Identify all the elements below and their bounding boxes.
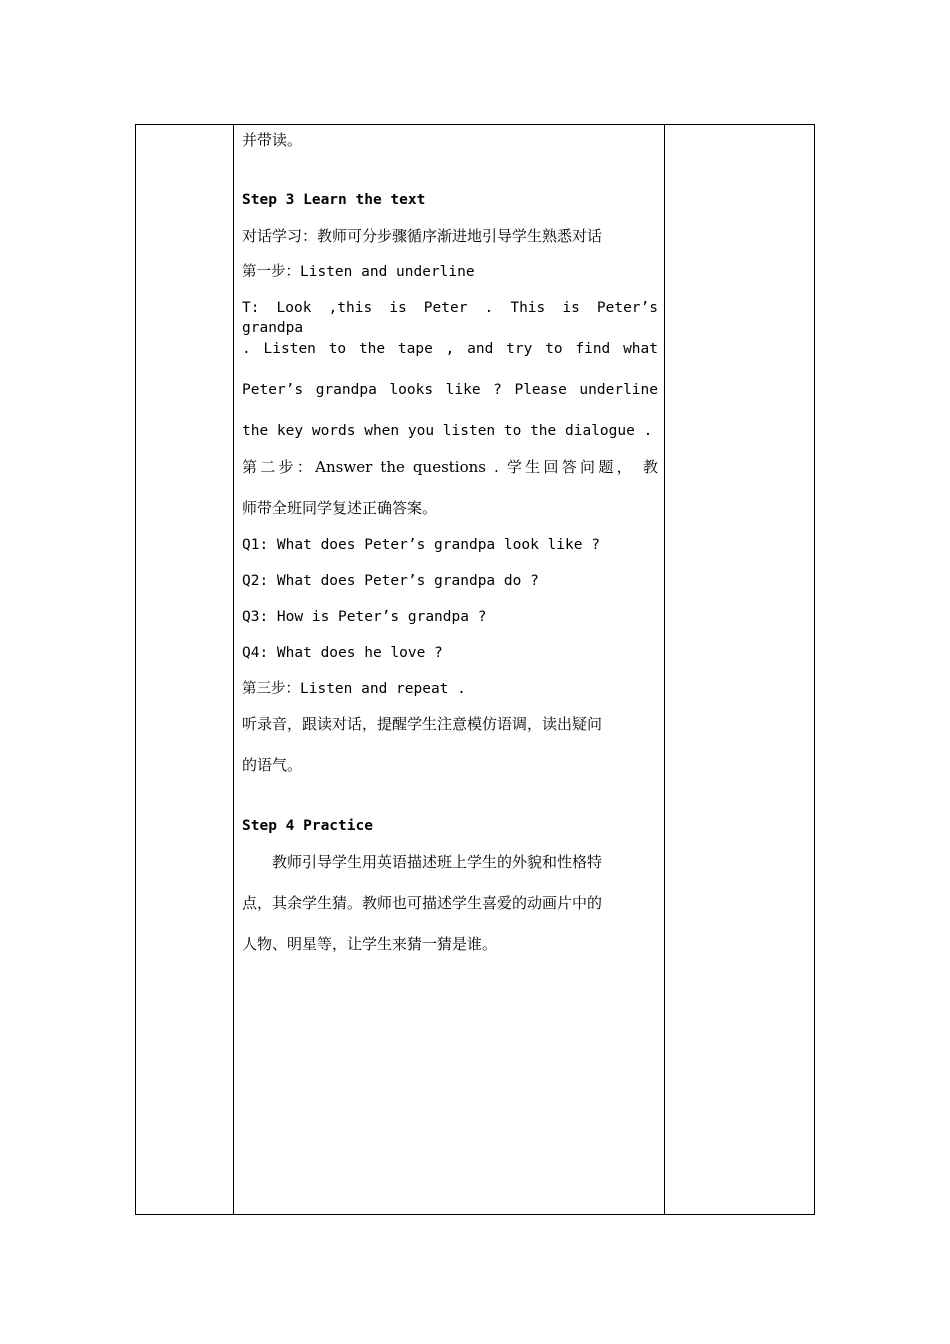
text-line: 的语气。 — [242, 756, 303, 774]
text-line: 人物、明星等，让学生来猜一猜是谁。 — [242, 935, 498, 953]
step-3-heading: Step 3 Learn the text — [242, 192, 426, 208]
question-line: Q4: What does he love ? — [242, 645, 443, 661]
text-line: the key words when you listen to the dialogue . — [242, 423, 653, 439]
question-line: Q2: What does Peter’s grandpa do ? — [242, 573, 539, 589]
table-content-column — [234, 125, 666, 1214]
lesson-table — [135, 124, 815, 1215]
text-line: T: Look ,this is Peter . This is Peter’s grandpa — [242, 300, 658, 336]
text-line: 对话学习：教师可分步骤循序渐进地引导学生熟悉对话 — [242, 227, 603, 245]
question-line: Q3: How is Peter’s grandpa ? — [242, 609, 487, 625]
text-line: 教师引导学生用英语描述班上学生的外貌和性格特 — [272, 853, 603, 871]
step-4-heading: Step 4 Practice — [242, 818, 373, 834]
text-line: 并带读。 — [242, 131, 303, 149]
text-line: 听录音，跟读对话，提醒学生注意模仿语调，读出疑问 — [242, 715, 603, 733]
text-line: 第一步：Listen and underline — [242, 264, 475, 280]
text-line: 师带全班同学复述正确答案。 — [242, 499, 438, 517]
text-line: 第二步：Answer the questions . 学生回答问题， 教 — [242, 458, 658, 476]
table-left-column — [136, 125, 234, 1214]
text-line: . Listen to the tape , and try to find what — [242, 341, 658, 357]
text-line: Peter’s grandpa looks like ? Please underline — [242, 382, 658, 398]
table-right-column — [664, 125, 814, 1214]
text-line: 第三步：Listen and repeat . — [242, 681, 466, 697]
text-line: 点，其余学生猜。教师也可描述学生喜爱的动画片中的 — [242, 894, 603, 912]
question-line: Q1: What does Peter’s grandpa look like ? — [242, 537, 600, 553]
